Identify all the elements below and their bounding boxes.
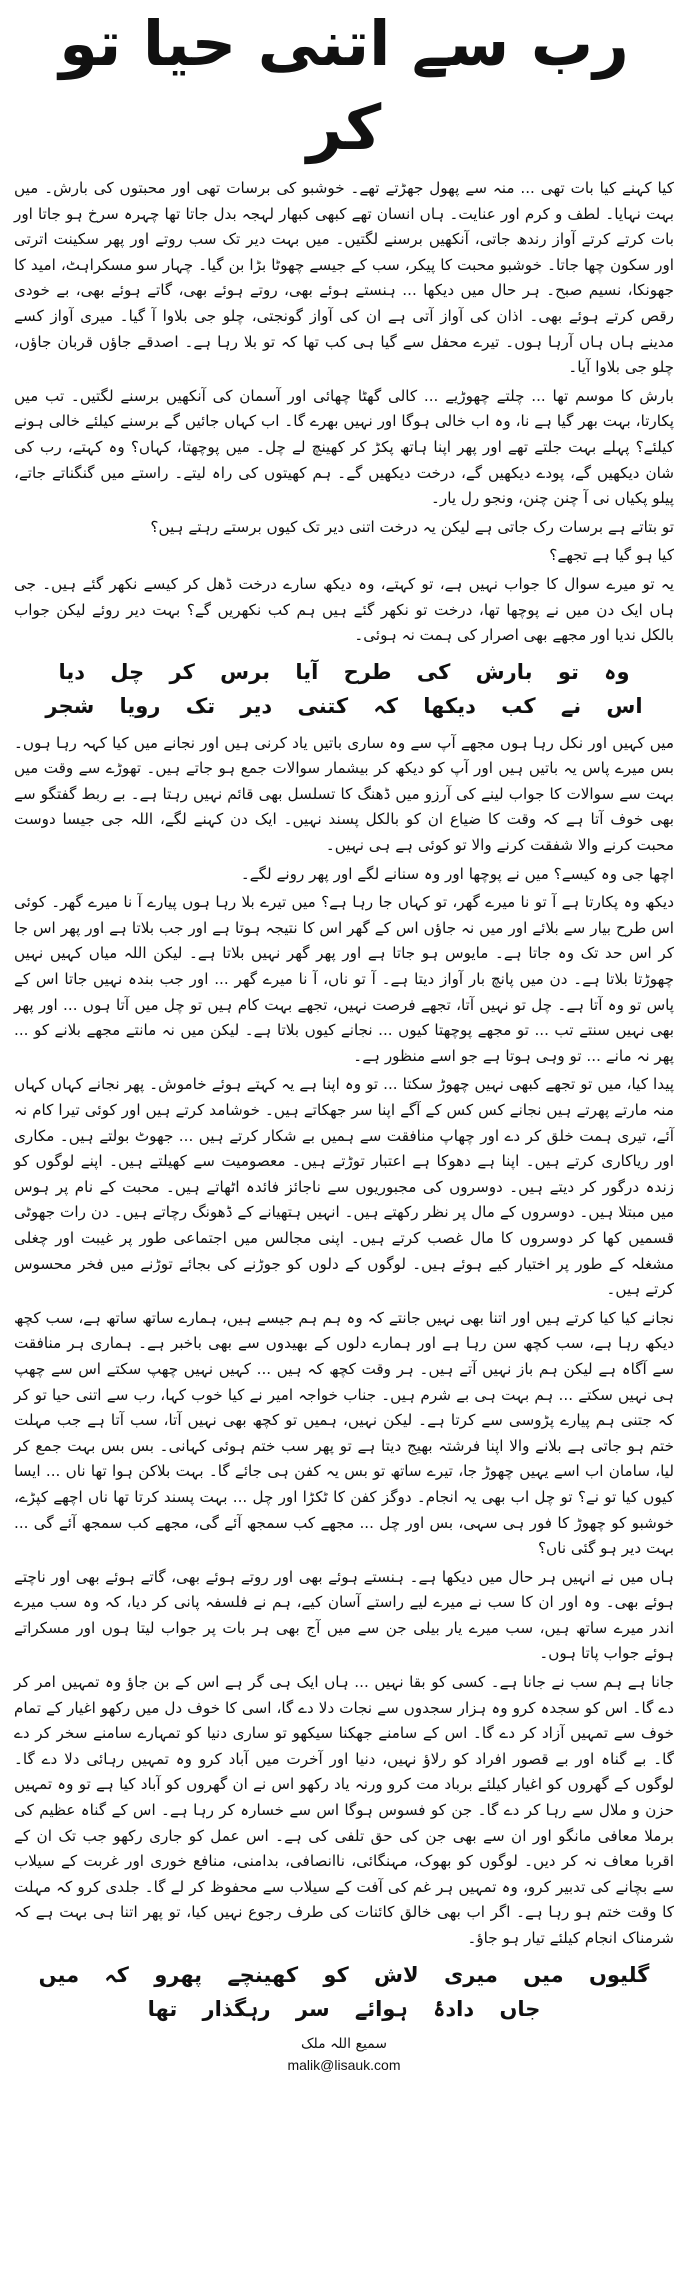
article-title: رب سے اتنی حیا تو کر [59, 7, 629, 164]
couplet-line: اس نے کب دیکھا کہ کتنی دیر تک رویا شجر [45, 693, 643, 718]
couplet-poem [14, 655, 674, 723]
paragraph: پیدا کیا، میں تو تجھے کبھی نہیں چھوڑ سکتا ... تو وہ اپنا ہے یہ کہتے ہوئے خاموش۔ پھر نجانے کہاں کہاں منہ مارتے پھرتے ہیں نجانے کس کس کے آگے اپنا سر جھکاتے ہیں۔ خوشامد کرتے ہیں اور کوئی تیرا کام نہ آئے، تیری ہمت خلق کر دے اور چھاپ منافقت سے ہمیں بے شکار کرتے ہیں ... جھوٹ بولتے ہیں۔ مکاری اور ریاکاری کرتے ہیں۔ اپنا ہے دھوکا ہے اعتبار توڑتے ہیں۔ معصومیت سے کھیلتے ہیں۔ اپنے لوگوں کو زندہ درگور کر دیتے ہیں۔ دوسروں کی مجبوریوں سے ناجائز فائدہ اٹھاتے ہیں۔ محبت کے نام پر ہوس میں مبتلا ہیں۔ دوسروں کے مال پر نظر رکھتے ہیں۔ انہیں ہتھیانے کے ڈھونگ رچاتے ہیں۔ دن رات جھوٹی قسمیں کھا کر دوسروں کا مال غصب کرتے ہیں۔ اپنی مجالس میں اجتماعی طور پر غیبت اور چغلی مشغلہ کے طور پر اختیار کیے ہوئے ہیں۔ لوگوں کے دلوں کو جوڑنے کی بجائے توڑنے میں فخر محسوس کرتے ہیں۔ [14, 1075, 674, 1299]
paragraph: میں کہیں اور نکل رہا ہوں مجھے آپ سے وہ ساری باتیں یاد کرنی ہیں اور نجانے میں کیا کہہ رہا ہوں۔ بس میرے پاس یہ باتیں ہیں اور آپ کو دیکھ کر بیشمار سوالات جمع ہو جاتے ہیں۔ تھوڑے سے وقت میں بہت سے سوالات کا جواب لینے کی آرزو میں ڈھنگ کا تسلسل بھی قائم نہیں رہتا ہے۔ بے ربط گفتگو سے بھی خوف آتا ہے کہ وقت کا ضیاع ان کو بالکل پسند نہیں۔ ایک دن کہنے لگے، اللہ جی جیسا دوست محبت کرنے والا شفقت کرنے والا تو کوئی ہے ہی نہیں۔ [14, 733, 674, 855]
author-name: سمیع اللہ ملک [300, 2035, 388, 2052]
couplet-line: وہ تو بارش کی طرح آیا برس کر چل دیا [58, 659, 630, 684]
couplet-line: جاں دادۂ ہوائے سر رہگذار تھا [147, 1996, 541, 2021]
article-body-top [14, 176, 674, 649]
paragraph: یہ تو میرے سوال کا جواب نہیں ہے، تو کہتے، وہ دیکھ سارے درخت ڈھل کر کیسے نکھر گئے ہیں۔ جی ہاں ایک دن میں نے پوچھا تھا، درخت تو نکھر گئے ہیں ہم کب نکھریں گے؟ بہت دیر روئے لیکن جواب بالکل ندیا اور مجھے بھی اصرار کی ہمت نہ ہوئی۔ [14, 574, 674, 645]
article-body-bottom [14, 731, 674, 1952]
couplet-line: گلیوں میں میری لاش کو کھینچے پھرو کہ میں [38, 1962, 650, 1987]
paragraph: دیکھ وہ پکارتا ہے آ تو نا میرے گھر، تو کہاں جا رہا ہے؟ میں تیرے بلا رہا ہوں پیارے آ نا میرے گھر۔ کوئی اس طرح بیار سے بلائے اور میں نہ جاؤں اس کے گھر اس کا نتیجہ ہوتا ہے اور جب بلاتا ہے اور پھر اس جا کر اس حد تک وہ جاتا ہے۔ مایوس ہو جاتا ہے اور پھر گھر نہیں بلاتا ہے۔ لیکن اللہ میاں کہیں نہیں چھوڑتا بلاتا ہے۔ دن میں پانچ بار آواز دیتا ہے۔ آ تو ناں، آ نا میرے گھر ... اور جب بندہ نہیں جاتا اس کے پاس تو وہ آتا ہے۔ چل تو نہیں آتا، تجھے فرصت نہیں، تجھے بہت کام ہیں تو چل میں آتا ہوں ... اور پھر بھی نہیں سنتے تب ... تو مجھے پوچھتا کیوں ... نجانے کیوں بلاتا ہے۔ لیکن میں نہ مانتے مجھے بلانے کو ... پھر نہ مانے ... تو وہی ہوتا ہے جو اسے منظور ہے۔ [14, 893, 674, 1065]
paragraph: کیا کہنے کیا بات تھی ... منہ سے پھول جھڑتے تھے۔ خوشبو کی برسات تھی اور محبتوں کی بارش۔ میں بہت نہایا۔ لطف و کرم اور عنایت۔ ہاں انسان تھے کبھی کبھار لہجہ بدل جاتا تھا چہرہ سرخ ہو جاتا اور بات کرتے کرتے آواز رندھ جاتی، آنکھیں برسنے لگتیں۔ میں بہت دیر تک سب روتے اور پھر سکینت اترتی اور سکون چھا جاتا۔ خوشبو محبت کا پیکر، سب کے جیسے چھوٹا بڑا بن گیا۔ چہار سو مسکراہٹ، امید کا جھونکا، نسیم صبح۔ ہر حال میں دیکھا ... ہنستے ہوئے بھی، روتے ہوئے بھی، گاتے ہوئے بھی، بے خودی رقص کرتے ہوئے بھی۔ اذان کی آواز آتی ہے ان کی آواز گونجتی، چلو جی بلاوا آ گیا۔ میری آواز کسے مدینے ہاں ہاں آرہا ہوں۔ تیرے محفل سے گیا ہی کب تھا کہ تو بلا رہا ہے۔ اصدقے جاؤں قربان جاؤں، چلو جی بلاوا آیا۔ [14, 179, 674, 377]
paragraph: اچھا جی وہ کیسے؟ میں نے پوچھا اور وہ سنانے لگے اور پھر رونے لگے۔ [240, 864, 674, 883]
closing-couplet [14, 1958, 674, 2026]
paragraph: ہاں میں نے انہیں ہر حال میں دیکھا ہے۔ ہنستے ہوئے بھی اور روتے ہوئے بھی، گاتے ہوئے بھی اور ناچتے ہوئے بھی۔ وہ اور ان کا سب نے میرے لیے راستے آسان کیے، ہم نے فلسفہ پانی کر دیا، کہ وہ سب میرے اندر میرے ساتھ ہیں، سب میرے یار بیلی جن سے میں آج بھی ہر بات پر جواب لیتا ہوں اور مسکراتے ہوئے جواب پاتا ہوں۔ [14, 1567, 674, 1663]
author-email: malik@lisauk.com [287, 2056, 401, 2073]
paragraph: جانا ہے ہم سب نے جانا ہے۔ کسی کو بقا نہیں ... ہاں ایک ہی گر ہے اس کے بن جاؤ وہ تمہیں امر کر دے گا۔ اس کو سجدہ کرو وہ ہزار سجدوں سے نجات دلا دے گا، اسی کا خوف دل میں رکھو اغیار کے تمام خوف سے تمہیں آزاد کر دے گا۔ اس کے سامنے جھکنا سیکھو تو ساری دنیا کو تمہارے سامنے سخر کر دے گا۔ بے گناہ اور بے قصور افراد کو رلاؤ نہیں، دنیا اور آخرت میں آباد کرو وہ تمہیں رہائی دلا دے گا۔ لوگوں کے گھروں کو اغیار کیلئے برباد مت کرو ورنہ یاد رکھو اس نے ان گھروں کو آباد کیا ہے تو وہ تمہیں حزن و ملال سے رہا کر دے گا۔ جن کو فسوس ہوگا اس سے خسارہ کر رہا ہے۔ اس کے گناہ عظیم کی برملا معافی مانگو اور ان سے بھی جن کی حق تلفی کی ہے۔ اس عمل کو جاری رکھو جب تک ان کے اقربا معاف نہ کر دیں۔ لوگوں کو بھوک، مہنگائی، ناانصافی، بدامنی، منافع خوری اور غربت کے سیلاب سے بچانے کی تدبیر کرو، وہ تمہیں ہر غم کی آفت کے سیلاب سے محفوظ کر لے گا۔ جلدی کرو کہ مہلت کا وقت ختم ہو رہا ہے۔ اگر اب بھی خالق کائنات کی طرف رجوع نہیں کیا، تو پھر اتنا ہی بہت ہے کہ شرمناک انجام کیلئے تیار ہو جاؤ۔ [14, 1673, 674, 1947]
paragraph: نجانے کیا کیا کرتے ہیں اور اتنا بھی نہیں جانتے کہ وہ ہم ہم جیسے ہیں، ہمارے ساتھ ساتھ ہے، سب کچھ دیکھ رہا ہے، سب کچھ سن رہا ہے اور ہمارے دلوں کے بھیدوں سے بھی باخبر ہے۔ ہماری ہر منافقت سے آگاہ ہے لیکن ہم باز نہیں آتے ہیں۔ ہر وقت کچھ کہ ہیں ... کہیں نہیں چھپ سکتے اس سے چھپ ہی نہیں سکتے ... ہم بہت ہی بے شرم ہیں۔ جناب خواجہ امیر نے کیا خوب کہا، رب سے اتنی حیا تو کر کہ جتنی ہم پیارے پڑوسی سے کرتا ہے۔ لیکن نہیں، ہمیں تو کچھ بھی نہیں آتا، سب آتا ہے جب مہلت ختم ہو جاتی ہے بلانے والا اپنا فرشتہ بھیج دیتا ہے تو پھر سب ختم ہوئی کہانی۔ بس بس بہت جمع کر لیا، سامان اب اسے یہیں چھوڑ جا، تیرے ساتھ تو بس یہ کفن ہی جائے گا۔ بہت بلاکن ہوا تھا ناں ... ایسا کیوں کیا تو نے؟ تو چل اب بھی یہ انجام۔ دوگز کفن کا ٹکڑا اور چل ... بہت پسند کرتا تھا ناں اچھے کپڑے، خوشبو کو چھوڑ کا فور ہی سہی، بس اور چل ... مجھے کب سمجھ آئے گی، مجھے کب سمجھ آئے گی ... بہت دیر ہو گئی ناں؟ [14, 1308, 674, 1558]
paragraph: تو بتاتے ہے برسات رک جاتی ہے لیکن یہ درخت اتنی دیر تک کیوں برستے رہتے ہیں؟ [150, 517, 674, 536]
paragraph: کیا ہو گیا ہے تجھے؟ [549, 546, 674, 565]
article [0, 2, 688, 2286]
paragraph: بارش کا موسم تھا ... چلتے چھوڑیے ... کالی گھٹا چھائی اور آسمان کی آنکھیں برسنے لگتیں۔ تب میں پکارتا، بہت بھر گیا ہے نا، وہ اب خالی ہوگا اور نہیں بھرے گا۔ اب کہاں جائیں گے برسنے کیلئے خالی ہونے کیلئے؟ پہلے بہت جلتے تھے اور پھر اپنا ہاتھ پکڑ کر کھینچ لے چل۔ میں پوچھتا، کہاں؟ وہ کہتے، رب کی شان دیکھیں گے، پودے دیکھیں گے، درخت دیکھیں گے۔ ہم کھیتوں کی راہ لیتے۔ راستے میں گنگناتے جاتے، پیلو پکیاں نی آ چنن چنن، ونجو رل یار۔ [14, 386, 674, 508]
